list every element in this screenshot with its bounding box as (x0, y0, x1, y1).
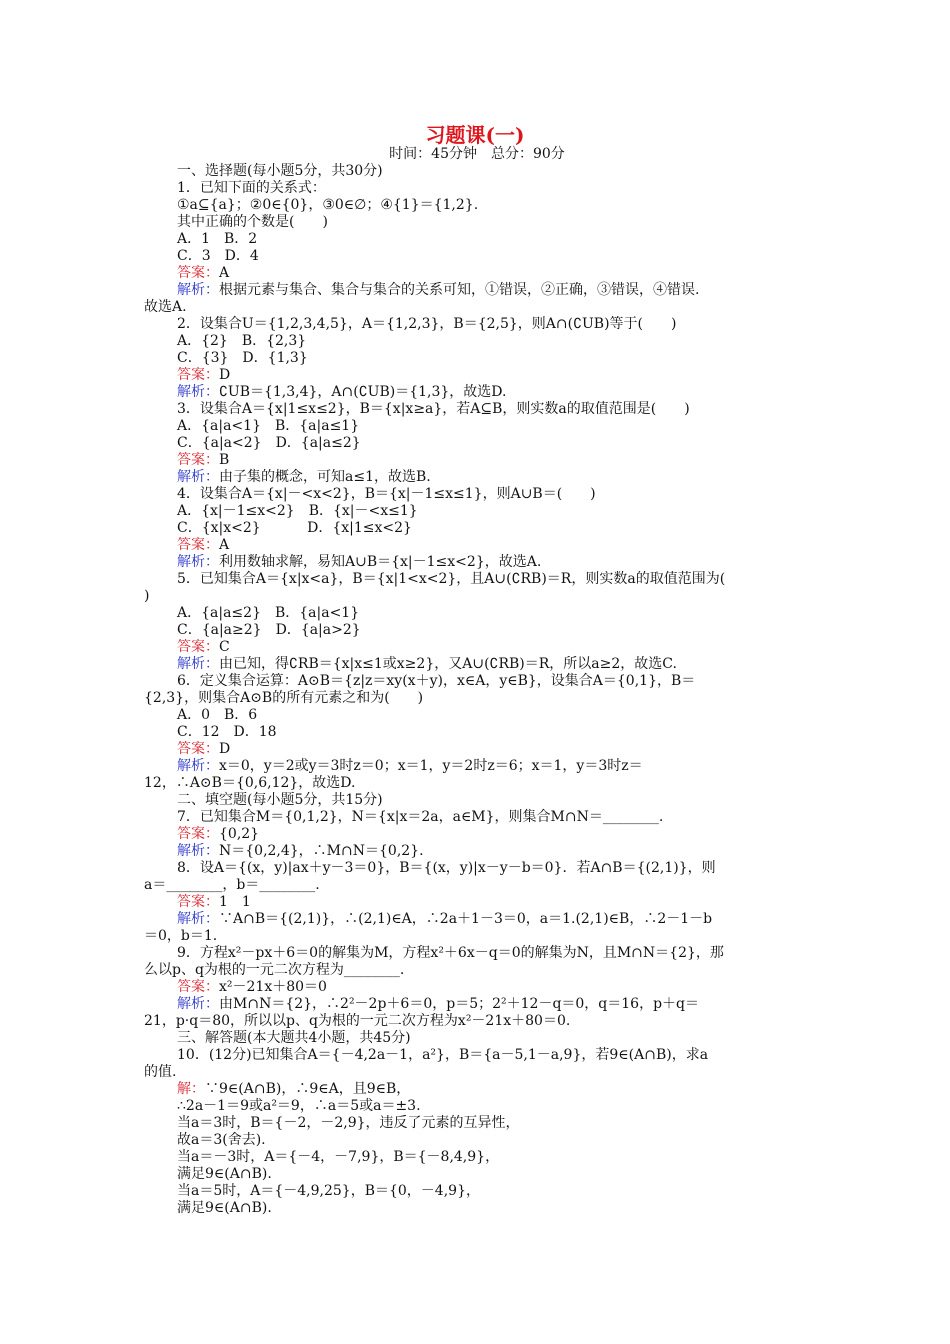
text-line (144, 1081, 810, 1098)
line-text: A．{a|a<1} B．{a|a≤1} (177, 418, 360, 434)
line-text: 1．已知下面的关系式： (177, 180, 326, 196)
text-line (144, 1013, 810, 1030)
line-text: ∵9∈(A∩B)，∴9∈A，且9∈B， (205, 1081, 411, 1097)
text-line (144, 248, 810, 265)
line-text: 的值. (144, 1064, 177, 1080)
line-text: 由子集的概念，可知a≤1，故选B. (219, 469, 431, 485)
text-line (144, 979, 810, 996)
answer-label: 答案： (177, 741, 219, 757)
text-line (144, 350, 810, 367)
text-line (144, 452, 810, 469)
line-text: ∁UB＝{1,3,4}，A∩(∁UB)＝{1,3}，故选D. (219, 384, 507, 400)
line-text: 由已知，得∁RB＝{x|x≤1或x≥2}，又A∪(∁RB)＝R，所以a≥2，故选C. (219, 656, 677, 672)
line-text: 其中正确的个数是( ) (177, 214, 328, 230)
text-line (144, 265, 810, 282)
text-line (144, 316, 810, 333)
text-line (144, 299, 810, 316)
line-text: A．0 B．6 (177, 707, 258, 723)
text-line (144, 724, 810, 741)
text-line (144, 622, 810, 639)
line-text: 满足9∈(A∩B). (177, 1166, 272, 1182)
analysis-label: 解析： (177, 911, 219, 927)
answer-label: 答案： (177, 894, 219, 910)
line-text: 4．设集合A＝{x|－<x<2}，B＝{x|－1≤x≤1}，则A∪B＝( ) (177, 486, 596, 502)
analysis-label: 解析： (177, 554, 219, 570)
text-line (144, 503, 810, 520)
text-line (144, 180, 810, 197)
line-text: 故a＝3(舍去). (177, 1132, 266, 1148)
text-line (144, 282, 810, 299)
line-text: C (219, 639, 230, 655)
line-text: A．1 B．2 (177, 231, 258, 247)
line-text: A．{a|a≤2} B．{a|a<1} (177, 605, 360, 621)
text-line (144, 367, 810, 384)
text-line (144, 656, 810, 673)
text-line (144, 520, 810, 537)
text-line (144, 1200, 810, 1217)
text-line (144, 1047, 810, 1064)
text-line (144, 384, 810, 401)
text-line (144, 1132, 810, 1149)
analysis-label: 解析： (177, 758, 219, 774)
line-text: C．{a|a<2} D．{a|a≤2} (177, 435, 361, 451)
text-line (144, 435, 810, 452)
answer-label: 答案： (177, 639, 219, 655)
line-text: C．{a|a≥2} D．{a|a>2} (177, 622, 361, 638)
line-text: 当a＝5时，A＝{－4,9,25}，B＝{0，－4,9}， (177, 1183, 480, 1199)
line-text: 时间：45分钟 总分：90分 (389, 146, 565, 162)
line-text: 2．设集合U＝{1,2,3,4,5}，A＝{1,2,3}，B＝{2,5}，则A∩(∁UB)等于( ) (177, 316, 677, 332)
line-text: {2,3}，则集合A⊙B的所有元素之和为( ) (144, 690, 424, 706)
text-line (144, 401, 810, 418)
text-line (144, 809, 810, 826)
analysis-label: 解析： (177, 469, 219, 485)
text-line (144, 741, 810, 758)
text-line (144, 758, 810, 775)
text-line (144, 605, 810, 622)
text-line (144, 843, 810, 860)
line-text: {0,2} (219, 826, 260, 842)
text-line (144, 945, 810, 962)
text-line (144, 860, 810, 877)
text-line (144, 911, 810, 928)
analysis-label: 解析： (177, 656, 219, 672)
text-line (144, 537, 810, 554)
line-text: B (219, 452, 230, 468)
line-text: A．{2} B．{2,3} (177, 333, 307, 349)
text-line (144, 1098, 810, 1115)
text-line (144, 894, 810, 911)
line-text: 么以p、q为根的一元二次方程为________. (144, 962, 405, 978)
answer-label: 答案： (177, 367, 219, 383)
line-text: 1 1 (219, 894, 251, 910)
answer-label: 答案： (177, 452, 219, 468)
document-body (144, 146, 810, 1217)
line-text: 当a＝－3时，A＝{－4，－7,9}，B＝{－8,4,9}， (177, 1149, 500, 1165)
text-line (144, 1183, 810, 1200)
line-text: 利用数轴求解，易知A∪B＝{x|－1≤x<2}，故选A. (219, 554, 542, 570)
answer-label: 答案： (177, 265, 219, 281)
line-text: 故选A. (144, 299, 187, 315)
text-line (144, 554, 810, 571)
text-line (144, 1064, 810, 1081)
text-line (144, 1030, 810, 1047)
line-text: ) (144, 588, 150, 604)
analysis-label: 解析： (177, 282, 219, 298)
text-line (144, 792, 810, 809)
line-text: 5．已知集合A＝{x|x<a}，B＝{x|1<x<2}，且A∪(∁RB)＝R，则实数a的取值范围为( (177, 571, 726, 587)
document-title: 习题课(一) (425, 123, 525, 147)
line-text: 二、填空题(每小题5分，共15分) (177, 792, 383, 808)
text-line (144, 690, 810, 707)
text-line (144, 962, 810, 979)
line-text: 6．定义集合运算：A⊙B＝{z|z＝xy(x＋y)，x∈A，y∈B}，设集合A＝{0,1}，B＝ (177, 673, 696, 689)
line-text: 当a＝3时，B＝{－2，－2,9}，违反了元素的互异性， (177, 1115, 520, 1131)
line-text: 三、解答题(本大题共4小题，共45分) (177, 1030, 411, 1046)
line-text: 21，p·q＝80，所以以p、q为根的一元二次方程为x²－21x＋80＝0. (144, 1013, 571, 1029)
line-text: ＝0，b＝1. (144, 928, 218, 944)
line-text: ∴2a－1＝9或a²＝9，∴a＝5或a＝±3. (177, 1098, 421, 1114)
text-line (144, 639, 810, 656)
text-line (144, 333, 810, 350)
analysis-label: 解析： (177, 843, 219, 859)
line-text: x＝0，y＝2或y＝3时z＝0；x＝1，y＝2时z＝6；x＝1，y＝3时z＝ (219, 758, 643, 774)
text-line (144, 928, 810, 945)
answer-label: 答案： (177, 979, 219, 995)
line-text: 由M∩N＝{2}，∴2²－2p＋6＝0，p＝5；2²＋12－q＝0，q＝16，p＋q＝ (219, 996, 700, 1012)
line-text: A (219, 537, 230, 553)
line-text: a＝________，b＝________. (144, 877, 320, 893)
line-text: ①a⊆{a}；②0∈{0}，③0∈∅；④{1}＝{1,2}. (177, 197, 479, 213)
text-line (144, 469, 810, 486)
line-text: 10．(12分)已知集合A＝{－4,2a－1，a²}，B＝{a－5,1－a,9}，若9∈(A∩B)，求a (177, 1047, 709, 1063)
line-text: x²－21x＋80＝0 (219, 979, 327, 995)
line-text: D (219, 367, 231, 383)
text-line (144, 418, 810, 435)
line-text: C．3 D．4 (177, 248, 259, 264)
text-line (144, 588, 810, 605)
line-text: C．12 D．18 (177, 724, 277, 740)
line-text: 3．设集合A＝{x|1≤x≤2}，B＝{x|x≥a}，若A⊆B，则实数a的取值范围是( ) (177, 401, 690, 417)
line-text: C．{3} D．{1,3} (177, 350, 308, 366)
line-text: 满足9∈(A∩B). (177, 1200, 272, 1216)
text-line (144, 707, 810, 724)
line-text: 一、选择题(每小题5分，共30分) (177, 163, 383, 179)
text-line (144, 1166, 810, 1183)
text-line (144, 163, 810, 180)
text-line (144, 197, 810, 214)
line-text: ∵A∩B＝{(2,1)}，∴(2,1)∈A，∴2a＋1－3＝0，a＝1.(2,1)∈B，∴2－1－b (219, 911, 713, 927)
text-line (144, 673, 810, 690)
text-line (144, 231, 810, 248)
line-text: N＝{0,2,4}，∴M∩N＝{0,2}. (219, 843, 424, 859)
line-text: 9．方程x²－px＋6＝0的解集为M，方程x²＋6x－q＝0的解集为N，且M∩N＝{2}，那 (177, 945, 724, 961)
line-text: 12，∴A⊙B＝{0,6,12}，故选D. (144, 775, 356, 791)
analysis-label: 解析： (177, 384, 219, 400)
text-line (144, 1115, 810, 1132)
text-line (144, 146, 810, 163)
line-text: 根据元素与集合、集合与集合的关系可知，①错误，②正确，③错误，④错误. (219, 282, 700, 298)
text-line (144, 826, 810, 843)
text-line (144, 571, 810, 588)
line-text: 7．已知集合M＝{0,1,2}，N＝{x|x＝2a，a∈M}，则集合M∩N＝________. (177, 809, 664, 825)
text-line (144, 486, 810, 503)
line-text: 8．设A＝{(x，y)|ax＋y－3＝0}，B＝{(x，y)|x－y－b＝0}．若A∩B＝{(2,1)}，则 (177, 860, 716, 876)
answer-label: 答案： (177, 826, 219, 842)
text-line (144, 1149, 810, 1166)
line-text: D (219, 741, 231, 757)
line-text: A (219, 265, 230, 281)
line-text: A．{x|－1≤x<2} B．{x|－<x≤1} (177, 503, 418, 519)
text-line (144, 214, 810, 231)
text-line (144, 996, 810, 1013)
analysis-label: 解析： (177, 996, 219, 1012)
text-line (144, 775, 810, 792)
text-line (144, 877, 810, 894)
answer-label: 解： (177, 1081, 205, 1097)
line-text: C．{x|x<2} D．{x|1≤x<2} (177, 520, 412, 536)
answer-label: 答案： (177, 537, 219, 553)
